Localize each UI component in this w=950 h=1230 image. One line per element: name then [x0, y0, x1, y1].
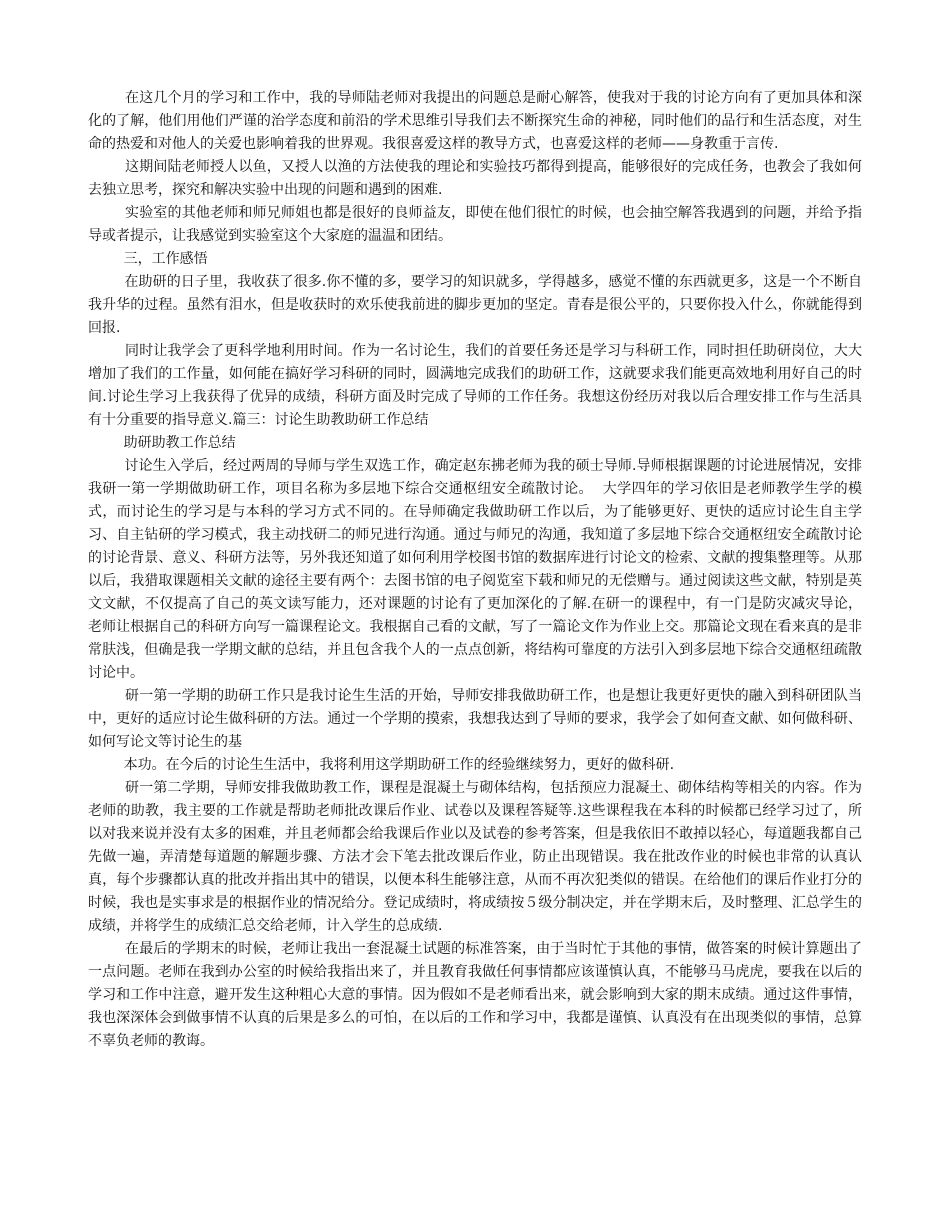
paragraph-8: 讨论生入学后，经过两周的导师与学生双选工作，确定赵东拂老师为我的硕士导师.导师根据课题的讨论进展情况，安排我研一第一学期做助研工作，项目名称为多层地下综合交通枢纽安全疏散讨论。 大学四年的学习依旧是老师教学生学的模式，而讨论生的学习是与本科的学习方式不同的。在导师确定我做助研工作以后，为了能够更好、更快的适应讨论生自主学习、自主钻研的学习模式，我主动找研二的师兄进行沟通。通过与师兄的沟通，我知道了多层地下综合交通枢纽安全疏散讨论的讨论背景、意义、科研方法等，另外我还知道了如何利用学校图书馆的数据库进行讨论文的检索、文献的搜集整理等。从那以后，我猎取课题相关文献的途径主要有两个：去图书馆的电子阅览室下载和师兄的无偿赠与。通过阅读这些文献，特别是英文文献，不仅提高了自己的英文读写能力，还对课题的讨论有了更加深化的了解.在研一的课程中，有一门是防灾减灾导论，老师让根据自己的科研方向写一篇课程论文。我根据自己看的文献，写了一篇论文作为作业上交。那篇论文现在看来真的是非常肤浅，但确是我一学期文献的总结，并且包含我个人的一点点创新，将结构可靠度的方法引入到多层地下综合交通枢纽疏散讨论中。 — [88, 458, 862, 681]
paragraph-9: 研一第一学期的助研工作只是我讨论生生活的开始，导师安排我做助研工作，也是想让我更好更快的融入到科研团队当中，更好的适应讨论生做科研的方法。通过一个学期的摸索，我想我达到了导师的要求，我学会了如何查文献、如何做科研、如何写论文等讨论生的基 — [88, 688, 862, 750]
paragraph-11: 研一第二学期，导师安排我做助教工作，课程是混凝土与砌体结构，包括预应力混凝土、砌体结构等相关的内容。作为老师的助教，我主要的工作就是帮助老师批改课后作业、试卷以及课程答疑等.这些课程我在本科的时候都已经学习过了，所以对我来说并没有太多的困难，并且老师都会给我课后作业以及试卷的参考答案，但是我依旧不敢掉以轻心，每道题我都自己先做一遍，弄清楚每道题的解题步骤、方法才会下笔去批改课后作业，防止出现错误。我在批改作业的时候也非常的认真认真，每个步骤都认真的批改并指出其中的错误，以便本科生能够注意，从而不再次犯类似的错误。在给他们的课后作业打分的时候，我也是实事求是的根据作业的情况给分。登记成绩时，将成绩按５级分制决定，并在学期末后，及时整理、汇总学生的成绩，并将学生的成绩汇总交给老师，计入学生的总成绩. — [88, 780, 862, 934]
section-heading-work-insights: 三，工作感悟 — [88, 251, 208, 267]
paragraph-6: 同时让我学会了更科学地利用时间。作为一名讨论生，我们的首要任务还是学习与科研工作，同时担任助研岗位，大大增加了我们的工作量，如何能在搞好学习科研的同时，圆满地完成我们的助研工作，这就要求我们能更高效地利用好自己的时间.讨论生学习上我获得了优异的成绩，科研方面及时完成了导师的工作任务。我想这份经历对我以后合理安排工作与生活具有十分重要的指导意义.篇三：讨论生助教助研工作总结 — [88, 343, 862, 428]
paragraph-10: 本功。在今后的讨论生生活中，我将利用这学期助研工作的经验继续努力，更好的做科研. — [88, 757, 675, 773]
document-body — [88, 87, 862, 1053]
paragraph-2: 这期间陆老师授人以鱼，又授人以渔的方法使我的理论和实验技巧都得到提高，能够很好的完成任务，也教会了我如何去独立思考，探究和解决实验中出现的问题和遇到的困难. — [88, 159, 862, 198]
paragraph-5: 在助研的日子里，我收获了很多.你不懂的多，要学习的知识就多，学得越多，感觉不懂的东西就更多，这是一个不断自我升华的过程。虽然有泪水，但是收获时的欢乐使我前进的脚步更加的坚定。青春是很公平的，只要你投入什么，你就能得到回报. — [88, 274, 862, 336]
paragraph-1: 在这几个月的学习和工作中，我的导师陆老师对我提出的问题总是耐心解答，使我对于我的讨论方向有了更加具体和深化的了解，他们用他们严谨的治学态度和前沿的学术思维引导我们去不断探究生命的神秘，同时他们的品行和生活态度，对生命的热爱和对他人的关爱也影响着我的世界观。我很喜爱这样的教导方式，也喜爱这样的老师——身教重于言传. — [88, 90, 862, 152]
paragraph-12: 在最后的学期末的时候，老师让我出一套混凝土试题的标准答案，由于当时忙于其他的事情，做答案的时候计算题出了一点问题。老师在我到办公室的时候给我指出来了，并且教育我做任何事情都应该谨慎认真，不能够马马虎虎，要我在以后的学习和工作中注意，避开发生这种粗心大意的事情。因为假如不是老师看出来，就会影响到大家的期末成绩。通过这件事情，我也深深体会到做事情不认真的后果是多么的可怕，在以后的工作和学习中，我都是谨慎、认真没有在出现类似的事情，总算不辜负老师的教诲。 — [88, 941, 862, 1049]
section-heading-summary: 助研助教工作总结 — [88, 435, 236, 451]
paragraph-3: 实验室的其他老师和师兄师姐也都是很好的良师益友，即使在他们很忙的时候，也会抽空解答我遇到的问题，并给予指导或者提示，让我感觉到实验室这个大家庭的温温和团结。 — [88, 205, 862, 244]
